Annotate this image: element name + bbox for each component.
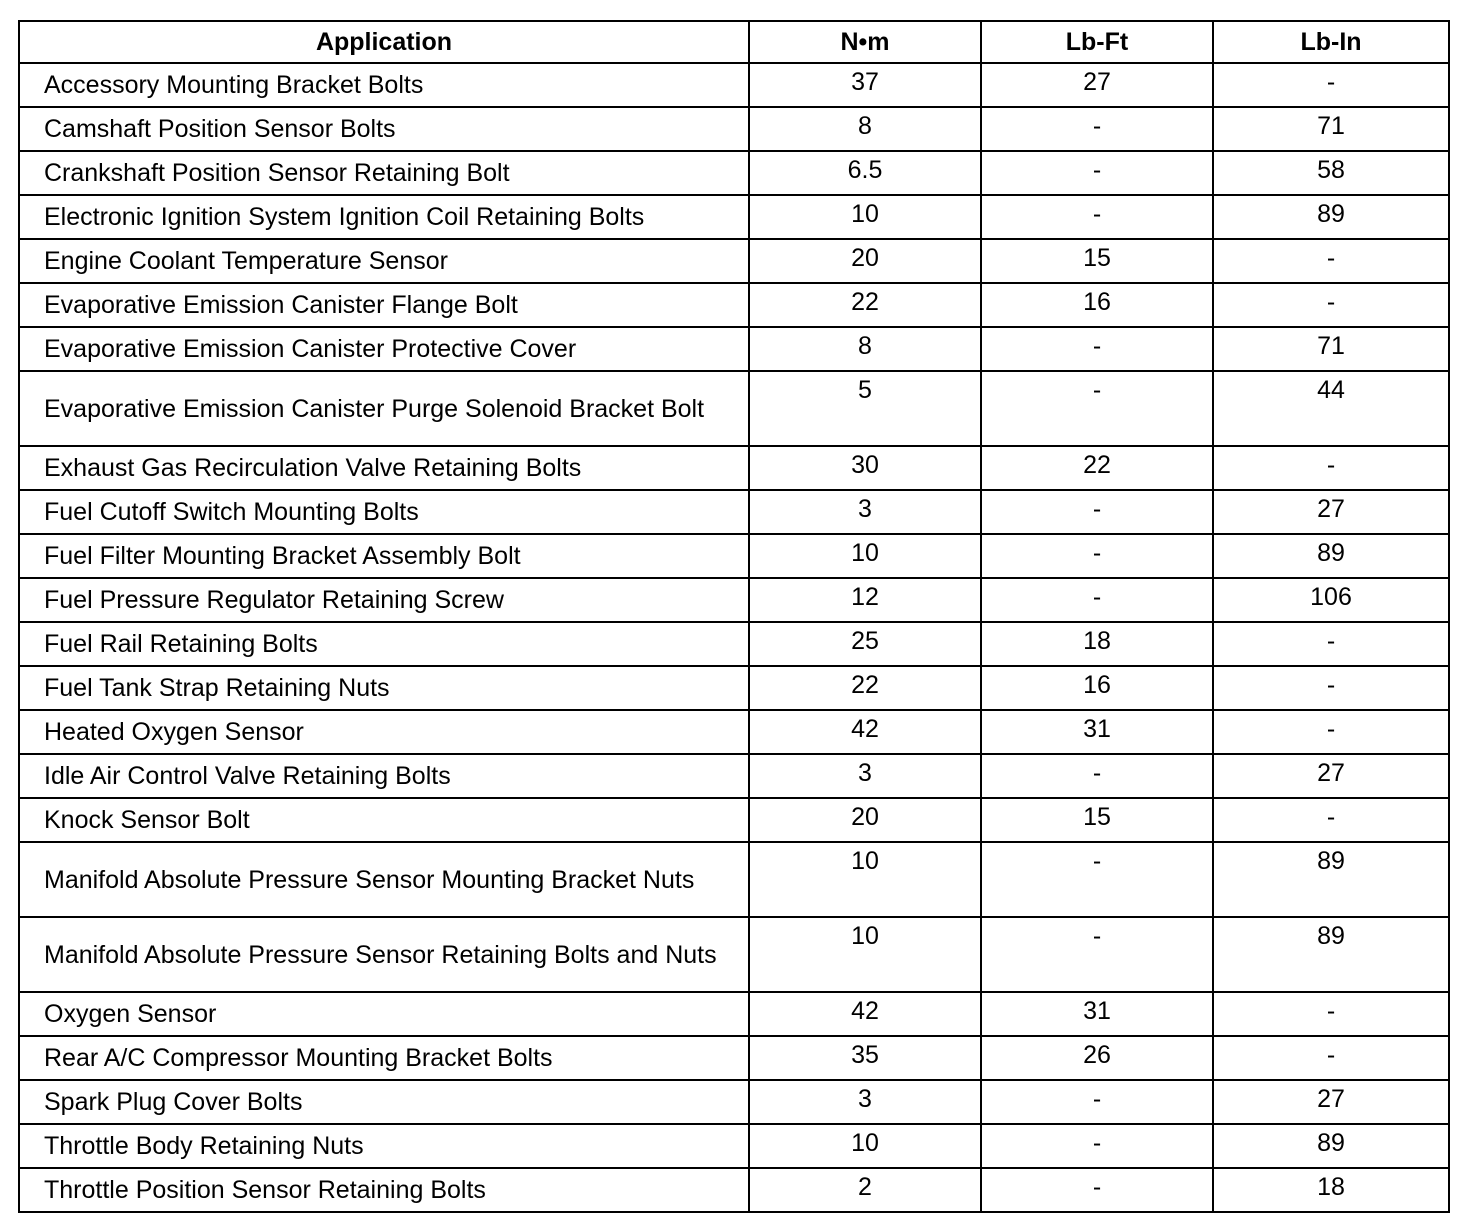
table-row (19, 992, 1449, 1036)
cell-lbft: 31 (981, 992, 1213, 1036)
cell-lbin: 71 (1213, 327, 1449, 371)
table-row (19, 666, 1449, 710)
cell-application: Fuel Filter Mounting Bracket Assembly Bolt (19, 534, 749, 578)
column-header-nm: N•m (749, 21, 981, 63)
cell-lbft: - (981, 1080, 1213, 1124)
header-row (19, 21, 1449, 63)
table-row (19, 63, 1449, 107)
cell-lbft: - (981, 534, 1213, 578)
cell-nm: 30 (749, 446, 981, 490)
cell-nm: 6.5 (749, 151, 981, 195)
torque-spec-table (18, 20, 1450, 1213)
cell-lbin: - (1213, 446, 1449, 490)
cell-lbin: - (1213, 1036, 1449, 1080)
cell-application: Rear A/C Compressor Mounting Bracket Bolts (19, 1036, 749, 1080)
cell-nm: 42 (749, 710, 981, 754)
cell-nm: 20 (749, 798, 981, 842)
table-row (19, 534, 1449, 578)
cell-lbin: 89 (1213, 195, 1449, 239)
cell-lbin: 27 (1213, 754, 1449, 798)
cell-application: Engine Coolant Temperature Sensor (19, 239, 749, 283)
table-row (19, 798, 1449, 842)
cell-nm: 35 (749, 1036, 981, 1080)
cell-lbft: 15 (981, 239, 1213, 283)
table-row (19, 622, 1449, 666)
table-row (19, 1036, 1449, 1080)
cell-application: Electronic Ignition System Ignition Coil Retaining Bolts (19, 195, 749, 239)
cell-lbin: 58 (1213, 151, 1449, 195)
cell-lbin: 18 (1213, 1168, 1449, 1212)
cell-nm: 37 (749, 63, 981, 107)
cell-application: Exhaust Gas Recirculation Valve Retaining Bolts (19, 446, 749, 490)
cell-application: Throttle Body Retaining Nuts (19, 1124, 749, 1168)
column-header-lbin: Lb-In (1213, 21, 1449, 63)
cell-nm: 3 (749, 490, 981, 534)
cell-nm: 20 (749, 239, 981, 283)
cell-application: Evaporative Emission Canister Protective Cover (19, 327, 749, 371)
cell-nm: 8 (749, 327, 981, 371)
cell-application: Manifold Absolute Pressure Sensor Retaining Bolts and Nuts (19, 917, 749, 992)
table-row (19, 327, 1449, 371)
cell-lbft: - (981, 107, 1213, 151)
cell-nm: 5 (749, 371, 981, 446)
cell-nm: 10 (749, 842, 981, 917)
table-row (19, 107, 1449, 151)
cell-lbin: - (1213, 622, 1449, 666)
cell-lbft: 22 (981, 446, 1213, 490)
table-row (19, 917, 1449, 992)
cell-nm: 2 (749, 1168, 981, 1212)
table-row (19, 195, 1449, 239)
cell-lbin: 106 (1213, 578, 1449, 622)
table-row (19, 1124, 1449, 1168)
cell-lbft: - (981, 490, 1213, 534)
cell-lbin: 89 (1213, 842, 1449, 917)
cell-lbft: 27 (981, 63, 1213, 107)
table-row (19, 446, 1449, 490)
table-row (19, 578, 1449, 622)
cell-lbft: - (981, 327, 1213, 371)
table-row (19, 239, 1449, 283)
cell-lbft: - (981, 195, 1213, 239)
cell-nm: 3 (749, 754, 981, 798)
cell-application: Camshaft Position Sensor Bolts (19, 107, 749, 151)
cell-lbin: 89 (1213, 1124, 1449, 1168)
cell-application: Knock Sensor Bolt (19, 798, 749, 842)
table-row (19, 710, 1449, 754)
column-header-lbft: Lb-Ft (981, 21, 1213, 63)
cell-lbft: - (981, 917, 1213, 992)
cell-lbin: - (1213, 992, 1449, 1036)
cell-lbft: - (981, 1168, 1213, 1212)
table-row (19, 151, 1449, 195)
table-row (19, 1080, 1449, 1124)
cell-application: Fuel Cutoff Switch Mounting Bolts (19, 490, 749, 534)
cell-lbin: 44 (1213, 371, 1449, 446)
table-row (19, 371, 1449, 446)
cell-lbft: 18 (981, 622, 1213, 666)
cell-application: Fuel Rail Retaining Bolts (19, 622, 749, 666)
cell-lbin: - (1213, 239, 1449, 283)
cell-lbft: - (981, 1124, 1213, 1168)
cell-nm: 8 (749, 107, 981, 151)
cell-lbin: - (1213, 666, 1449, 710)
cell-application: Evaporative Emission Canister Flange Bolt (19, 283, 749, 327)
cell-nm: 12 (749, 578, 981, 622)
table-row (19, 842, 1449, 917)
cell-nm: 22 (749, 666, 981, 710)
cell-lbft: 16 (981, 283, 1213, 327)
cell-application: Fuel Pressure Regulator Retaining Screw (19, 578, 749, 622)
cell-lbft: - (981, 842, 1213, 917)
table-row (19, 490, 1449, 534)
cell-lbin: - (1213, 798, 1449, 842)
cell-application: Heated Oxygen Sensor (19, 710, 749, 754)
cell-application: Throttle Position Sensor Retaining Bolts (19, 1168, 749, 1212)
cell-application: Crankshaft Position Sensor Retaining Bolt (19, 151, 749, 195)
cell-lbft: 15 (981, 798, 1213, 842)
cell-lbft: 26 (981, 1036, 1213, 1080)
cell-lbin: 71 (1213, 107, 1449, 151)
table-row (19, 754, 1449, 798)
cell-lbft: - (981, 151, 1213, 195)
cell-application: Oxygen Sensor (19, 992, 749, 1036)
cell-nm: 3 (749, 1080, 981, 1124)
cell-lbin: - (1213, 63, 1449, 107)
table-row (19, 1168, 1449, 1212)
cell-nm: 10 (749, 534, 981, 578)
cell-application: Manifold Absolute Pressure Sensor Mounting Bracket Nuts (19, 842, 749, 917)
cell-lbin: 89 (1213, 534, 1449, 578)
column-header-application: Application (19, 21, 749, 63)
cell-application: Idle Air Control Valve Retaining Bolts (19, 754, 749, 798)
cell-application: Spark Plug Cover Bolts (19, 1080, 749, 1124)
cell-lbft: 31 (981, 710, 1213, 754)
cell-nm: 42 (749, 992, 981, 1036)
cell-nm: 10 (749, 1124, 981, 1168)
cell-lbin: 89 (1213, 917, 1449, 992)
cell-nm: 25 (749, 622, 981, 666)
cell-lbft: 16 (981, 666, 1213, 710)
cell-lbft: - (981, 754, 1213, 798)
cell-nm: 10 (749, 195, 981, 239)
cell-lbin: - (1213, 710, 1449, 754)
cell-nm: 22 (749, 283, 981, 327)
cell-application: Fuel Tank Strap Retaining Nuts (19, 666, 749, 710)
cell-application: Evaporative Emission Canister Purge Solenoid Bracket Bolt (19, 371, 749, 446)
cell-lbin: 27 (1213, 1080, 1449, 1124)
cell-lbft: - (981, 578, 1213, 622)
cell-lbin: 27 (1213, 490, 1449, 534)
cell-nm: 10 (749, 917, 981, 992)
cell-lbin: - (1213, 283, 1449, 327)
table-row (19, 283, 1449, 327)
cell-application: Accessory Mounting Bracket Bolts (19, 63, 749, 107)
cell-lbft: - (981, 371, 1213, 446)
torque-spec-sheet (18, 20, 1448, 1213)
